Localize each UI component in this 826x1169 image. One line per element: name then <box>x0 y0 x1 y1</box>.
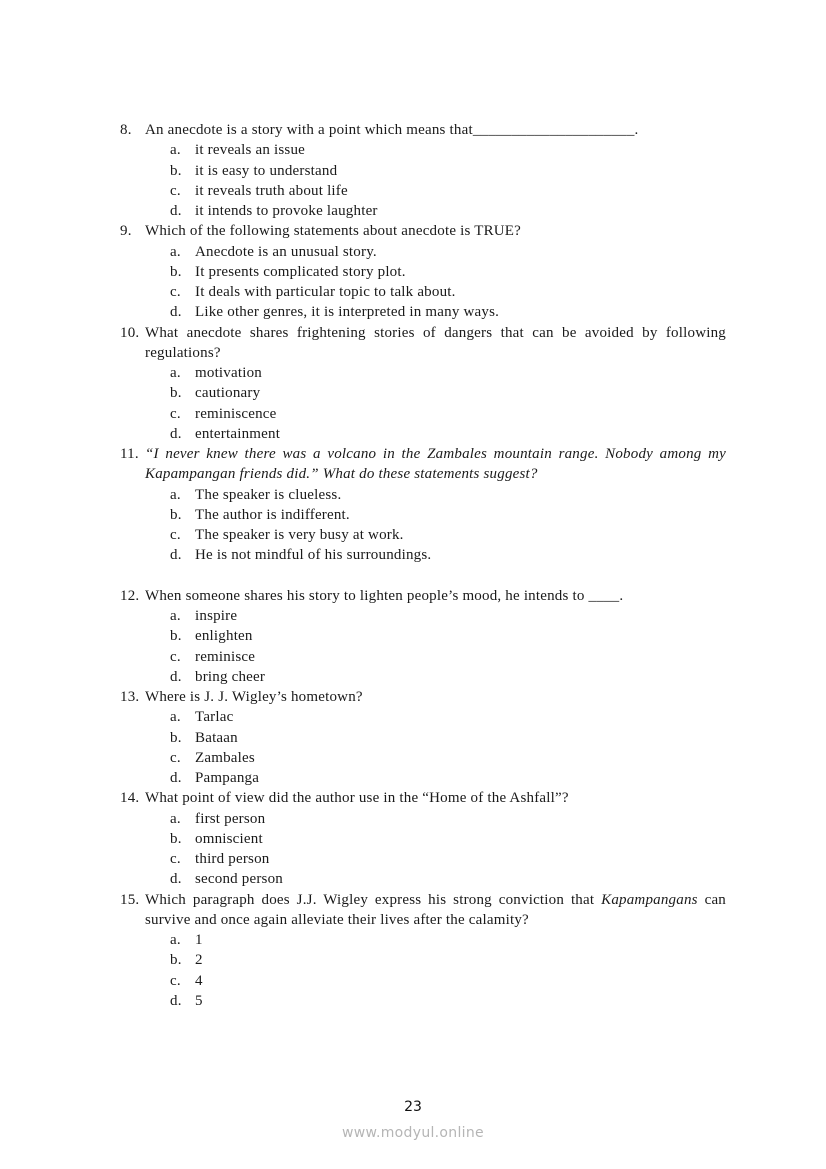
option-text: reminiscence <box>195 405 277 422</box>
question-text-segment: Where is J. J. Wigley’s hometown? <box>145 689 363 705</box>
option-text: 4 <box>195 972 203 989</box>
question-text-segment: An anecdote is a story with a point which means that_____________________. <box>145 122 639 138</box>
answer-option <box>170 626 726 646</box>
option-text: 5 <box>195 992 203 1009</box>
answer-option <box>170 728 726 748</box>
question-15 <box>120 890 726 931</box>
option-letter: b. <box>170 385 182 402</box>
question-text-segment: When someone shares his story to lighten people’s mood, he intends to ____. <box>145 587 624 604</box>
option-text: It presents complicated story plot. <box>195 263 406 280</box>
question-number: 11. <box>120 446 139 462</box>
option-letter: c. <box>170 972 181 989</box>
answer-option <box>170 930 726 950</box>
option-letter: c. <box>170 749 181 766</box>
option-text: enlighten <box>195 628 253 645</box>
option-letter: d. <box>170 425 182 442</box>
option-letter: d. <box>170 547 182 564</box>
answer-option <box>170 383 726 403</box>
answer-option <box>170 302 726 322</box>
question-text-segment: Which paragraph does J.J. Wigley express his strong conviction that <box>145 891 602 908</box>
option-text: The speaker is very busy at work. <box>195 527 404 543</box>
question-9 <box>120 221 726 241</box>
question-text <box>145 221 726 241</box>
question-number: 14. <box>120 790 140 807</box>
option-letter: b. <box>170 830 182 847</box>
blank-line <box>120 566 726 586</box>
option-text: third person <box>195 851 270 867</box>
question-number: 9. <box>120 223 132 240</box>
option-letter: d. <box>170 770 182 786</box>
option-letter: a. <box>170 709 181 726</box>
answer-option <box>170 950 726 970</box>
option-letter: d. <box>170 871 182 888</box>
option-text: Tarlac <box>195 709 234 726</box>
question-12 <box>120 586 726 606</box>
option-letter: d. <box>170 668 182 685</box>
option-text: Anecdote is an unusual story. <box>195 243 377 260</box>
option-text: 1 <box>195 932 203 948</box>
answer-option <box>170 282 726 302</box>
option-text: Pampanga <box>195 770 260 786</box>
question-text <box>145 586 726 606</box>
answer-option <box>170 707 726 727</box>
option-text: It deals with particular topic to talk about. <box>195 284 456 300</box>
option-text: it reveals an issue <box>195 142 306 159</box>
option-text: Like other genres, it is interpreted in many ways. <box>195 304 500 321</box>
question-text-segment: can survive and once again alleviate their lives after the calamity? <box>145 891 727 928</box>
answer-option <box>170 181 726 201</box>
question-13 <box>120 687 726 707</box>
answer-option <box>170 140 726 160</box>
option-text: 2 <box>195 952 203 969</box>
question-text <box>145 890 726 931</box>
option-text: He is not mindful of his surroundings. <box>195 547 432 564</box>
option-letter: c. <box>170 648 181 665</box>
answer-option <box>170 768 726 788</box>
option-letter: c. <box>170 527 181 543</box>
answer-option <box>170 748 726 768</box>
option-letter: c. <box>170 284 181 300</box>
question-8 <box>120 120 726 140</box>
option-letter: b. <box>170 506 182 523</box>
question-text-segment: Which of the following statements about anecdote is TRUE? <box>145 223 522 240</box>
answer-option <box>170 809 726 829</box>
option-letter: d. <box>170 304 182 321</box>
answer-option <box>170 201 726 221</box>
option-letter: c. <box>170 182 181 199</box>
question-text-segment: “I never knew there was a volcano in the Zambales mountain range. Nobody among my Kapampangan friends did.” What do these statements suggest? <box>145 446 726 483</box>
option-letter: a. <box>170 365 181 381</box>
option-text: inspire <box>195 608 238 624</box>
question-text-segment: Kapampangans <box>601 891 698 908</box>
answer-option <box>170 363 726 383</box>
question-number: 10. <box>120 324 140 341</box>
option-text: The author is indifferent. <box>195 506 350 523</box>
question-number: 15. <box>120 891 140 908</box>
option-letter: c. <box>170 405 181 422</box>
question-text <box>145 120 726 140</box>
answer-option <box>170 161 726 181</box>
option-text: motivation <box>195 365 262 381</box>
answer-option <box>170 849 726 869</box>
answer-option <box>170 505 726 525</box>
quiz-questions <box>120 120 726 1011</box>
question-number: 13. <box>120 689 140 705</box>
question-number: 8. <box>120 122 132 138</box>
option-letter: a. <box>170 142 181 159</box>
question-10 <box>120 323 726 364</box>
option-text: bring cheer <box>195 668 266 685</box>
option-letter: b. <box>170 162 182 179</box>
option-letter: b. <box>170 952 182 969</box>
answer-option <box>170 545 726 565</box>
option-text: first person <box>195 810 266 827</box>
option-text: omniscient <box>195 830 263 847</box>
option-letter: a. <box>170 608 181 624</box>
question-text <box>145 687 726 707</box>
option-letter: d. <box>170 992 182 1009</box>
question-text <box>145 323 726 364</box>
option-text: it reveals truth about life <box>195 182 348 199</box>
answer-option <box>170 869 726 889</box>
answer-option <box>170 424 726 444</box>
option-letter: a. <box>170 932 181 948</box>
answer-option <box>170 971 726 991</box>
option-letter: b. <box>170 729 182 746</box>
option-letter: c. <box>170 851 181 867</box>
question-text-segment: What point of view did the author use in the “Home of the Ashfall”? <box>145 790 569 807</box>
option-letter: a. <box>170 486 181 503</box>
answer-option <box>170 242 726 262</box>
question-text-segment: What anecdote shares frightening stories of dangers that can be avoided by following regulations? <box>145 324 726 361</box>
option-text: second person <box>195 871 283 888</box>
option-text: reminisce <box>195 648 256 665</box>
answer-option <box>170 991 726 1011</box>
question-14 <box>120 788 726 808</box>
answer-option <box>170 262 726 282</box>
option-text: The speaker is clueless. <box>195 486 342 503</box>
answer-option <box>170 647 726 667</box>
option-text: Zambales <box>195 749 255 766</box>
answer-option <box>170 606 726 626</box>
option-letter: a. <box>170 810 181 827</box>
answer-option <box>170 485 726 505</box>
question-number: 12. <box>120 587 140 604</box>
watermark: www.modyul.online <box>342 1125 484 1141</box>
option-letter: b. <box>170 628 182 645</box>
page-number: 23 <box>404 1099 422 1115</box>
answer-option <box>170 525 726 545</box>
option-text: it intends to provoke laughter <box>195 203 378 219</box>
answer-option <box>170 404 726 424</box>
answer-option <box>170 667 726 687</box>
question-text <box>145 788 726 808</box>
option-text: cautionary <box>195 385 261 402</box>
question-text <box>145 444 726 485</box>
option-text: entertainment <box>195 425 281 442</box>
answer-option <box>170 829 726 849</box>
option-letter: b. <box>170 263 182 280</box>
option-text: it is easy to understand <box>195 162 338 179</box>
question-11 <box>120 444 726 485</box>
option-letter: d. <box>170 203 182 219</box>
option-letter: a. <box>170 243 181 260</box>
option-text: Bataan <box>195 729 238 746</box>
